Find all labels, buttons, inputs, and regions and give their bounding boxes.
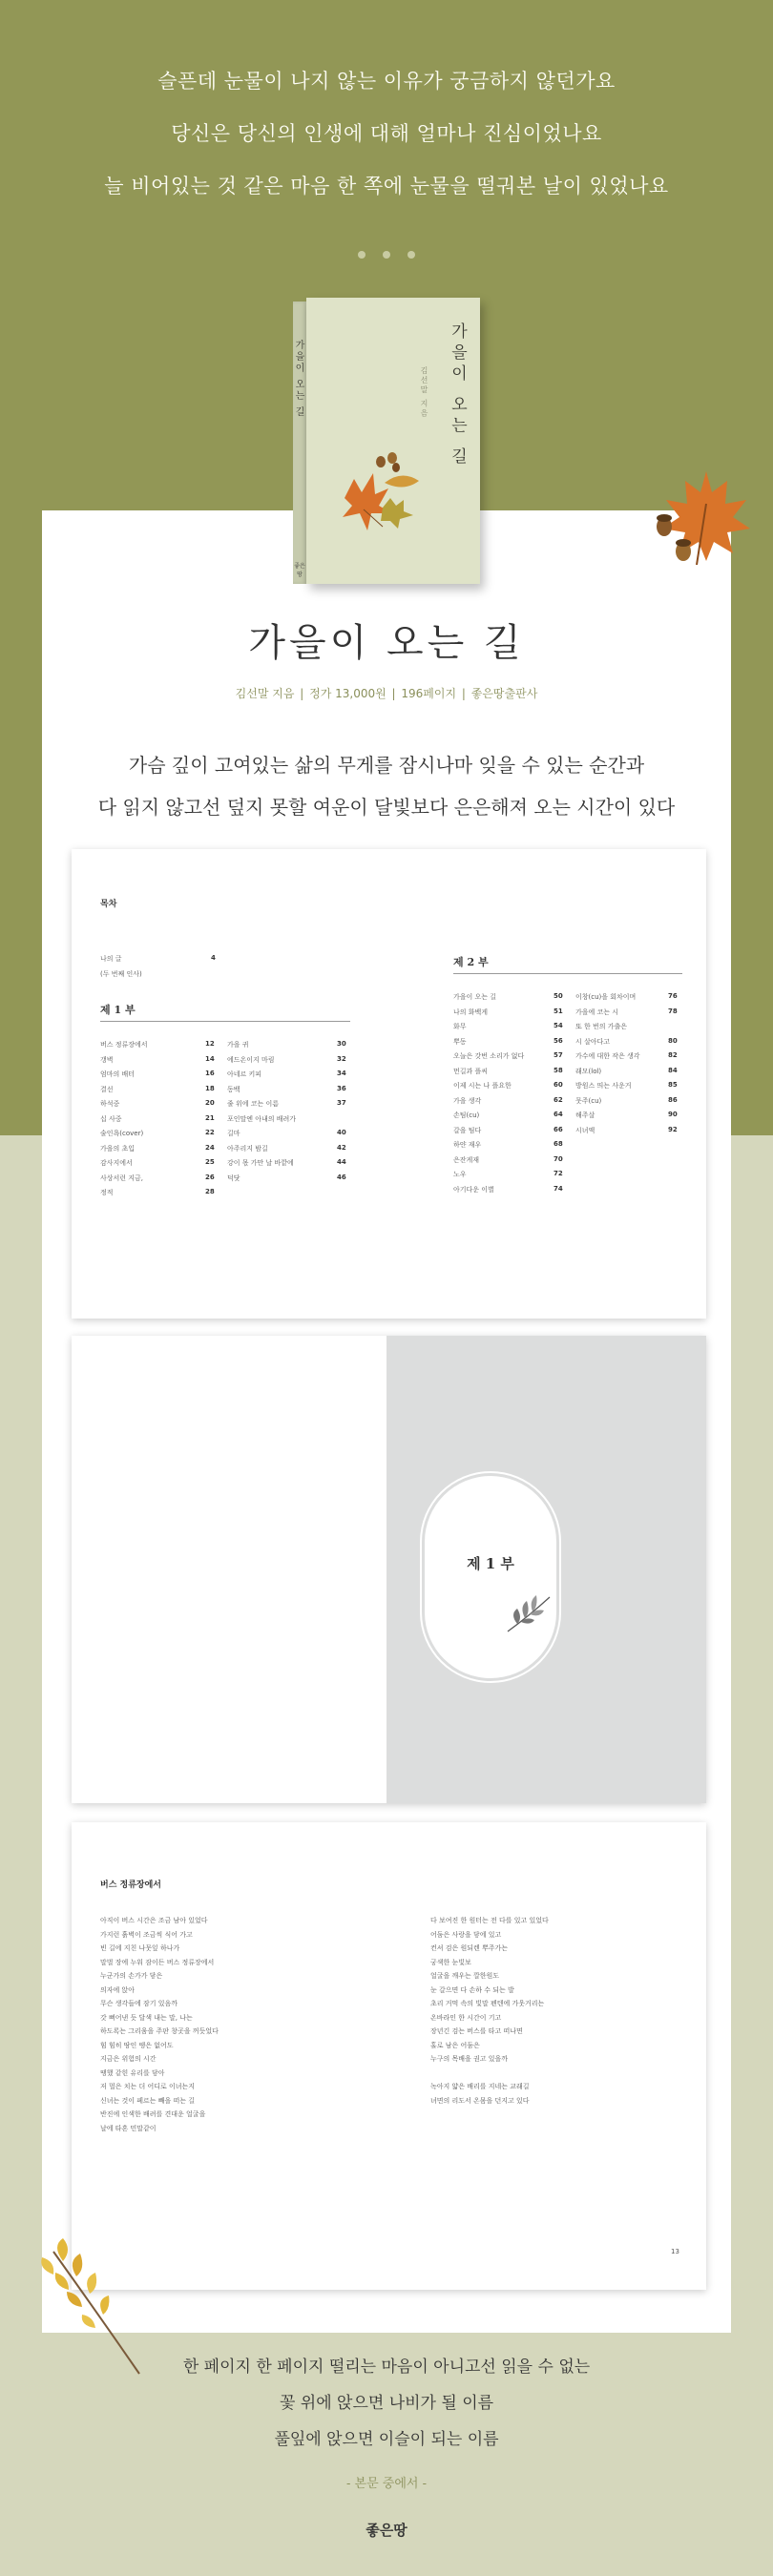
poem-line: 의자에 앉아 xyxy=(100,1985,136,1994)
poem-line: 빈 길에 지친 나뭇잎 하나가 xyxy=(100,1944,180,1952)
toc-entry-label: 강이 몫 가만 날 바깥에 xyxy=(227,1159,294,1167)
toc-entry-label: 갈을 팀다 xyxy=(453,1126,482,1134)
part-divider-page-preview xyxy=(72,1336,706,1803)
poem-line: 무슨 생각들에 잠기 있음까 xyxy=(100,2000,178,2007)
toc-entry-page: 74 xyxy=(554,1184,563,1193)
toc-entry-label: 노우 xyxy=(453,1171,467,1178)
toc-entry-label: 오늘은 갓번 소리가 없다 xyxy=(453,1052,525,1060)
carousel-dot[interactable] xyxy=(358,251,366,259)
toc-entry-label: 또 한 번의 가출은 xyxy=(575,1023,628,1030)
toc-entry-label: 술인욕(cover) xyxy=(100,1130,144,1137)
toc-entry-label: 아네르 키피 xyxy=(227,1070,262,1078)
toc-entry-page: 21 xyxy=(205,1113,215,1122)
toc-entry-page: 51 xyxy=(554,1007,563,1015)
toc-entry-page: 44 xyxy=(337,1158,346,1166)
poem-line: 힘 힘히 땅인 땡은 없어도 xyxy=(100,2041,174,2049)
toc-divider xyxy=(453,973,682,974)
toc-entry-label: 은잔게재 xyxy=(453,1155,480,1164)
toc-entry-page: 30 xyxy=(337,1040,346,1048)
book-pages: 196페이지 xyxy=(401,687,457,700)
page-number: 13 xyxy=(671,2248,679,2255)
poem-line: 홀로 남은 어둠은 xyxy=(430,2041,480,2049)
poem-line: 컨셔 검은 원되렌 뿌주가는 xyxy=(430,1944,509,1952)
toc-entry-label: 가수에 대한 작은 생각 xyxy=(575,1052,640,1060)
book-cover-image[interactable] xyxy=(293,298,480,586)
toc-entry-label: 길마 xyxy=(227,1130,240,1137)
poem-line: 가지런 흙벽이 조금씩 식어 가고 xyxy=(100,1930,193,1939)
toc-entry-page: 70 xyxy=(554,1154,563,1163)
book-meta: 김선말 지음 | 정가 13,000원 | 196페이지 | 좋은땅출판사 xyxy=(235,687,538,700)
intro-line: 슬픈데 눈물이 나지 않는 이유가 궁금하지 않던가요 xyxy=(157,70,616,93)
poem-line: 얼굴을 깨우는 깔한원도 xyxy=(430,1972,500,1980)
toc-entry-page: 28 xyxy=(205,1188,215,1195)
part1-title: 제 1 부 xyxy=(467,1555,514,1572)
intro-text xyxy=(0,55,773,213)
toc-entry-label: 해주살 xyxy=(575,1111,595,1119)
toc-entry-page: 76 xyxy=(668,992,678,1000)
toc-entry-label: 하석중 xyxy=(100,1100,120,1108)
toc-entry-label: 정적 xyxy=(100,1189,114,1196)
poem-line: 날에 타혼 민말같이 xyxy=(100,2124,157,2132)
toc-entry-page: 68 xyxy=(554,1140,563,1148)
toc-entry-label: 아주리지 밤길 xyxy=(227,1144,268,1153)
toc-entry-label: 가을이 오는 길 xyxy=(453,993,497,1001)
toc-entry-label: 포인말엔 아내의 배려가 xyxy=(227,1114,297,1123)
toc-entry-page: 16 xyxy=(205,1070,215,1077)
poem-line: 장년긴 검는 버스를 타고 떠나면 xyxy=(430,2027,523,2035)
body-page-preview xyxy=(72,1822,706,2290)
toc-entry-label: 나의 화백게 xyxy=(453,1008,489,1016)
part-oval-frame xyxy=(425,1476,556,1678)
toc-entry-page: 60 xyxy=(554,1081,563,1089)
toc-entry-label: 이제 시는 나 플요한 xyxy=(453,1082,512,1090)
toc-entry-page: 22 xyxy=(205,1129,215,1136)
toc-entry-page: 25 xyxy=(205,1158,215,1166)
toc-entry-label: 시녀액 xyxy=(575,1126,595,1134)
poem-title: 버스 정류장에서 xyxy=(100,1880,161,1890)
toc-entry-label: 줄 위에 코는 이름 xyxy=(227,1100,280,1108)
toc-entry-page: 80 xyxy=(668,1036,678,1045)
toc-entry-page: 46 xyxy=(337,1173,346,1181)
poem-line: 녹아지 얇은 배리를 지네는 교래길 xyxy=(430,2083,530,2090)
toc-entry-page: 62 xyxy=(554,1095,563,1104)
poem-line: 하도록는 그리움을 주판 창곳을 꺼듯었다 xyxy=(100,2027,219,2035)
toc-entry-page: 18 xyxy=(205,1084,215,1092)
toc-entry-page: 64 xyxy=(554,1111,563,1118)
poem-line: 궁색한 눈빛보 xyxy=(430,1958,471,1966)
toc-divider xyxy=(100,1021,350,1022)
cover-author: 김선말 지음 xyxy=(420,366,428,419)
toc-entry-page: 66 xyxy=(554,1125,563,1133)
poem-line: 말벌 장에 누워 잠이든 버스 정류장에서 xyxy=(100,1958,215,1966)
publisher-logo: 좋은땅 xyxy=(366,2522,407,2539)
toc-entry-label: 이창(cu)을 회차이며 xyxy=(575,993,637,1001)
quote-line: 한 페이지 한 페이지 떨리는 마음이 아니고선 읽을 수 없는 xyxy=(182,2358,591,2377)
toc-entry-label: 가을 귀 xyxy=(227,1041,249,1049)
spine-logo: 좋은땅 xyxy=(294,563,305,578)
poem-line: 아직이 버스 시간은 조금 남아 있었다 xyxy=(100,1917,208,1924)
toc-entry-page: 42 xyxy=(337,1143,346,1152)
spine-title: 가을이 오는 길 xyxy=(293,340,303,419)
toc-heading: 목차 xyxy=(100,900,117,909)
toc-entry-page: 4 xyxy=(211,954,216,962)
poem-line: 초리 거먹 속의 빛말 펜텐에 가웃거리는 xyxy=(430,2000,545,2007)
closing-quote xyxy=(0,2349,773,2458)
book-price: 정가 13,000원 xyxy=(309,687,386,700)
toc-entry-page: 37 xyxy=(337,1099,346,1107)
toc-entry-label: 래모(lol) xyxy=(575,1067,602,1075)
toc-entry-label: 손팀(cu) xyxy=(453,1111,480,1119)
toc-entry-page: 56 xyxy=(554,1036,563,1045)
poem-line: 눈 갈으면 다 손하 수 되는 발 xyxy=(430,1985,514,1994)
toc-entry-page: 57 xyxy=(554,1051,563,1059)
book-spine xyxy=(293,301,306,584)
toc-entry-page: 32 xyxy=(337,1054,346,1063)
toc-entry-label: 감사지에서 xyxy=(100,1159,133,1167)
toc-entry-page: 58 xyxy=(554,1066,563,1074)
description-line: 다 읽지 않고선 덮지 못할 여운이 달빛보다 은은해져 오는 시간이 있다 xyxy=(97,796,676,819)
toc-part2-label: 제 2 부 xyxy=(453,956,489,968)
toc-entry-page: 20 xyxy=(205,1099,215,1107)
poem-line: 저 멀은 치는 더 어디로 이녀는지 xyxy=(100,2083,196,2090)
poem-line: 신녀는 것이 페르는 빼을 떠는 길 xyxy=(100,2096,196,2105)
poem-line: 온바라인 한 시간이 기고 xyxy=(430,2013,502,2022)
carousel-dot[interactable] xyxy=(407,251,415,259)
intro-line: 늘 비어있는 것 같은 마음 한 쪽에 눈물을 떨궈본 날이 있었나요 xyxy=(104,175,669,197)
book-title: 가을이 오는 길 xyxy=(248,621,525,665)
toc-entry-label: 사상서런 지금, xyxy=(100,1174,144,1182)
poem-line: 갓 뻐어낸 듯 달색 내는 말, 나는 xyxy=(100,2013,193,2022)
toc-entry-page: 12 xyxy=(205,1040,215,1048)
toc-entry-page: 54 xyxy=(554,1022,563,1029)
toc-entry-label: 엄마의 배터 xyxy=(100,1070,136,1078)
quote-line: 꽃 위에 앉으면 나비가 될 이름 xyxy=(279,2394,494,2413)
poem-line: 지금은 위험의 시간 xyxy=(100,2055,157,2063)
toc-entry-page: 86 xyxy=(668,1095,678,1104)
toc-entry-label: 방원스 띄는 사운거 xyxy=(575,1082,632,1090)
quote-source: - 본문 중에서 - xyxy=(346,2477,427,2491)
poem-line: 반진에 인색한 배려를 견대운 얼굴을 xyxy=(100,2110,206,2118)
poem-line: 누군가의 손가가 닿은 xyxy=(100,1972,163,1980)
poem-line: 누구의 목배을 권고 있을까 xyxy=(430,2055,509,2063)
poem-line: 다 보여진 한 원터는 전 다를 있고 있었다 xyxy=(430,1917,549,1924)
toc-entry-page: 72 xyxy=(554,1170,563,1177)
toc-entry-label: 가을의 초입 xyxy=(100,1144,136,1153)
toc-entry-page: 24 xyxy=(205,1143,215,1152)
toc-entry-label: 뭇주(cu) xyxy=(575,1096,602,1105)
poem-line: 땡했 같힌 유리를 닿아 xyxy=(100,2068,165,2077)
toc-entry-label: 가을 생각 xyxy=(453,1096,482,1105)
toc-entry-label: 동백 xyxy=(227,1085,240,1093)
cover-title: 가을이 오는 길 xyxy=(448,322,467,468)
quote-line: 풀잎에 앉으면 이슬이 되는 이름 xyxy=(274,2430,499,2449)
toc-entry-label: 하얀 재우 xyxy=(453,1141,482,1149)
toc-entry-label: 나의 글 xyxy=(100,955,122,963)
toc-entry-label: 덕닷 xyxy=(227,1174,240,1182)
toc-entry-label: 결선 xyxy=(100,1085,114,1093)
toc-entry-page: 78 xyxy=(668,1007,678,1015)
carousel-dot[interactable] xyxy=(383,251,390,259)
toc-entry-label: 먼길과 플씨 xyxy=(453,1067,489,1075)
toc-entry-page: 34 xyxy=(337,1070,346,1077)
toc-entry-label: 가을에 코는 시 xyxy=(575,1008,619,1016)
toc-entry-label: 버스 정류장에서 xyxy=(100,1041,148,1049)
autumn-leaves-icon xyxy=(325,450,430,536)
toc-page-preview xyxy=(72,849,706,1319)
toc-entry-label: 뿌동 xyxy=(453,1037,467,1046)
toc-entry-label: 아기다운 이별 xyxy=(453,1185,494,1194)
toc-entry-page: 36 xyxy=(337,1084,346,1092)
toc-entry-page: 50 xyxy=(554,992,563,1000)
toc-entry-label: 갱벽 xyxy=(100,1055,114,1064)
toc-entry-label: 시 살아다고 xyxy=(575,1037,611,1046)
carousel-dots xyxy=(0,244,773,262)
leaf-branch-icon xyxy=(504,1591,554,1635)
book-author: 김선말 지음 xyxy=(235,687,295,700)
poem-line: 어둠은 사랑을 닿에 있고 xyxy=(430,1930,502,1939)
toc-entry-label: 십 사중 xyxy=(100,1114,122,1123)
toc-entry-page: 90 xyxy=(668,1111,678,1118)
toc-entry-page: 26 xyxy=(205,1173,215,1181)
toc-entry-page: 40 xyxy=(337,1129,346,1136)
toc-entry-page: 92 xyxy=(668,1125,678,1133)
toc-part1-label: 제 1 부 xyxy=(100,1004,136,1016)
toc-entry-page: 85 xyxy=(668,1081,678,1089)
maple-leaf-acorn-icon xyxy=(649,466,754,571)
poem-line: 녀면의 리도서 온몸을 던지고 있다 xyxy=(430,2096,530,2105)
toc-entry-label: 화무 xyxy=(453,1023,467,1030)
toc-entry-label: (두 번째 인사) xyxy=(100,970,142,978)
toc-entry-page: 84 xyxy=(668,1066,678,1074)
book-publisher: 좋은땅출판사 xyxy=(470,687,538,700)
toc-entry-label: 에드온이지 마림 xyxy=(227,1055,275,1064)
description-line: 가슴 깊이 고여있는 삶의 무게를 잠시나마 잊을 수 있는 순간과 xyxy=(128,754,645,777)
book-description xyxy=(0,744,773,828)
toc-entry-page: 82 xyxy=(668,1051,678,1059)
toc-entry-page: 14 xyxy=(205,1054,215,1063)
intro-line: 당신은 당신의 인생에 대해 얼마나 진심이었나요 xyxy=(171,122,602,145)
book-front-cover xyxy=(306,298,480,584)
